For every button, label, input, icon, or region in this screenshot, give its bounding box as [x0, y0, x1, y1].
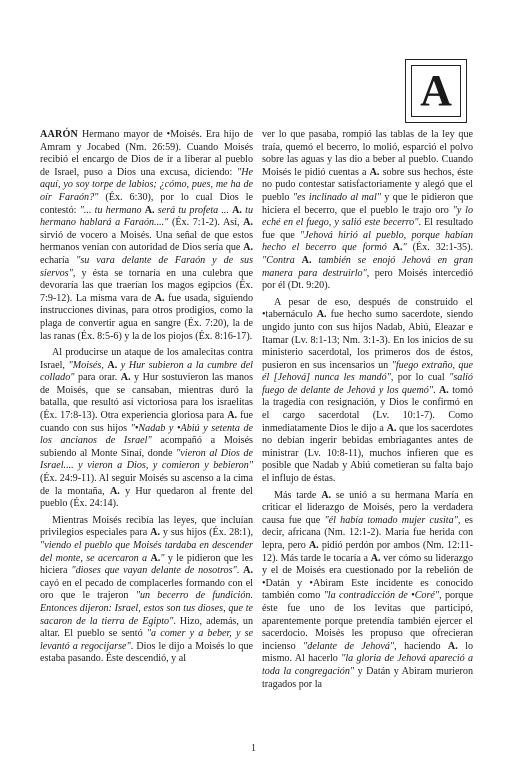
- section-letter: A: [411, 65, 461, 117]
- body-text: Hermano mayor de •Moisés. Era hijo de Amram y Jocabed (Nm. 26:59). Cuando Moisés recibió el encargo de Dios de ir a liberar al pueblo de Israel, puso a Dios una excusa, diciendo:: [40, 129, 253, 178]
- paragraph: [262, 129, 473, 293]
- body-text: , haciendo: [394, 640, 448, 652]
- body-text: . Hizo, además, un altar. El pueblo se sentó: [40, 615, 253, 640]
- quotation-text: "fuego extraño, que él [Jehová] nunca les mandó": [262, 359, 473, 384]
- quotation-text: "•Nadab y •Abiú y setenta de los ancianos de Israel": [40, 422, 253, 447]
- body-text: y Hur quedaron al frente del pueblo (Éx. 24:14).: [40, 485, 253, 510]
- quotation-text: "la gloria de Jehová apareció a toda la congregación": [262, 653, 474, 677]
- body-text: Más tarde: [274, 489, 322, 501]
- body-text: ver lo que pasaba, rompió las tablas de la ley que traía, quemó el becerro, lo molió, esparció el polvo sobre las aguas y las dio a beber al pueblo. Cuando Moisés le pidió cuentas a: [262, 129, 473, 178]
- name-abbreviation: A.: [439, 384, 449, 396]
- body-text: que los sacerdotes no debían ingerir bebidas embriagantes antes de ministrar (Lv. 10:8-11), muchos infieren que es posible que Nadab y Abiú cometieran su falta bajo el influjo de éstas.: [262, 422, 473, 485]
- body-text: tomó la tragedia con resignación, y Dios le confirmó en el cargo sacerdotal (Lv. 10:1-7). Como inmediatamente Dios le dijo a: [262, 384, 474, 434]
- body-text: , y ésta se tornaría en una culebra que devoraría las que traerían los magos egipcios (Éx. 7:9-12). La misma vara de: [40, 267, 253, 304]
- name-abbreviation: A.: [150, 527, 160, 539]
- quotation-text: tu hermano hablará a Faraón....": [40, 204, 254, 229]
- body-text: (Éx. 24:9-11). Al seguir Moisés su ascenso a la cima de la montaña,: [40, 473, 253, 497]
- body-text: fue usada, siguiendo instrucciones divinas, para otros prodigios, como la plaga de convertir agua en sangre (Éx. 7:20), la de las ranas (Éx. 8:5-6) y la de los piojos (Éx. 8:16-17).: [40, 292, 254, 342]
- body-text: acompañó a Moisés subiendo al Monte Sinaí, donde: [40, 435, 253, 459]
- body-text: , porque éste fue uno de los levitas que participó, aparentemente porque pretendía también ejercer el sacerdocio. Moisés les propuso que ofrecieran incienso: [262, 590, 473, 652]
- name-abbreviation: A.: [447, 640, 458, 652]
- body-text: fue cuando con sus hijos: [40, 410, 253, 434]
- body-text: fue hecho sumo sacerdote, siendo ungido junto con sus hijos Nadab, Abiú, Eleazar e Itamar (Lv. 8:1-13; Nm. 3:1-3). En los inicios de su ministerio sacerdotal, los primeros dos de éstos, pusieron en sus incensarios un: [262, 309, 473, 371]
- body-text: y Hur sostuvieron las manos de Moisés, que se cansaban, mientras duró la batalla, que resultó así victoriosa para los israelitas (Éx. 17:8-13). Otra experiencia gloriosa para: [40, 372, 254, 422]
- quotation-text: "Contra: [262, 254, 302, 266]
- quotation-text: "dioses que vayan delante de nosotros": [71, 565, 237, 577]
- paragraph: [262, 297, 473, 486]
- entry-headword: AARÓN: [40, 129, 79, 140]
- quotation-text: y Hur subieron a la cumbre del collado": [40, 359, 253, 384]
- quotation-text: "es inclinado al mal": [292, 191, 381, 203]
- body-text: , pero Moisés intercedió por él (Dt. 9:20).: [262, 267, 474, 292]
- name-abbreviation: A.: [107, 359, 118, 371]
- body-text: lo mismo. Al hacerlo: [262, 640, 474, 665]
- body-text: .: [433, 384, 440, 396]
- quotation-text: también se enojó Jehová en gran manera para destruirlo": [262, 254, 473, 279]
- paragraph: [262, 490, 473, 692]
- quotation-text: "Jehová hirió al pueblo, porque habían hecho el becerro que formó: [262, 229, 473, 254]
- name-abbreviation: A.: [232, 204, 242, 216]
- quotation-text: "y lo eché en el fuego, y salió este becerro": [262, 204, 473, 229]
- paragraph: [40, 347, 253, 511]
- body-text: echaría: [40, 254, 77, 266]
- name-abbreviation: A.: [370, 552, 381, 564]
- name-abbreviation: A.: [308, 540, 319, 551]
- body-text: Mientras Moisés recibía las leyes, que incluían privilegios especiales para: [40, 514, 253, 539]
- body-text: sirvió de vocero a Moisés. Una señal de que estos hermanos venían con autoridad de Dios sería que: [40, 229, 253, 254]
- name-abbreviation: A.: [321, 489, 332, 501]
- name-abbreviation: A.: [316, 309, 327, 321]
- paragraph: [40, 129, 253, 343]
- body-text: , es decir, africana (Nm. 12:1-2). María fue herida con lepra, pero: [262, 514, 473, 551]
- body-text: . El resultado fue que: [262, 217, 474, 241]
- body-text: y sus hijos (Éx. 28:1),: [159, 527, 253, 539]
- body-text: y Datán y Abiram murieron tragados por la: [262, 665, 473, 690]
- name-abbreviation: A.: [109, 485, 120, 497]
- page-number: 1: [251, 743, 256, 754]
- left-column: [40, 129, 253, 666]
- quotation-text: "viendo el pueblo que Moisés tardaba en descender del monte, se acercaron a: [40, 540, 253, 564]
- body-text: Al producirse un ataque de los amalecitas contra Israel,: [40, 347, 253, 371]
- body-text: y que le pidieron que hiciera el becerro, que el pueblo le trajo oro: [262, 191, 474, 216]
- name-abbreviation: A.: [392, 242, 403, 254]
- body-text: cayó en el pecado de complacerles formando con el oro que le trajeron: [40, 577, 253, 602]
- quotation-text: "delante de Jehová": [303, 640, 395, 652]
- right-column: [262, 129, 473, 691]
- name-abbreviation: A.: [243, 565, 253, 577]
- name-abbreviation: A.: [369, 166, 380, 178]
- quotation-text: "Moisés,: [68, 359, 108, 371]
- quotation-text: "él había tomado mujer cusita": [324, 514, 458, 526]
- body-text: A pesar de eso, después de construido el •tabernáculo: [262, 296, 473, 321]
- quotation-text: "su vara delante de Faraón y de sus siervos": [40, 254, 253, 279]
- body-text: .: [236, 565, 244, 577]
- body-text: (Éx. 6:30), por lo cual Dios le contestó:: [40, 191, 254, 216]
- body-text: sobre sus hechos, éste no pudo contestar satisfactoriamente y alegó que el pueblo: [262, 166, 474, 203]
- quotation-text: "un becerro de fundición. Entonces dijeron: Israel, estos son tus dioses, que te sacaron de la tierra de Egipto": [40, 590, 253, 627]
- body-text: y le pidieron que les hiciera: [40, 552, 253, 577]
- quotation-text: "... tu hermano: [79, 204, 145, 216]
- body-text: pidió perdón por ambos (Nm. 12:11-12). Más tarde le tocaría a: [262, 540, 473, 564]
- section-letter-frame: [405, 59, 467, 123]
- quotation-text: "He aquí, yo soy torpe de labios; ¿cómo, pues, me ha de oír Faraón?": [40, 166, 253, 203]
- name-abbreviation: A.: [154, 292, 165, 304]
- quotation-text: "la contradicción de •Coré": [323, 590, 440, 602]
- body-text: (Éx. 32:1-35).: [406, 242, 473, 254]
- quotation-text: "a comer y a beber, y se levantó a regocijarse": [40, 628, 253, 652]
- name-abbreviation: A.: [120, 372, 131, 384]
- quotation-text: "salió fuego de delante de Jehová y los quemó": [262, 372, 473, 396]
- body-text: para orar.: [74, 372, 121, 384]
- name-abbreviation: A.: [301, 254, 312, 266]
- name-abbreviation: A.: [144, 204, 155, 216]
- paragraph: [40, 515, 253, 666]
- body-text: . Dios le dijo a Moisés lo que estaba pasando. Éste descendió, y al: [40, 640, 253, 665]
- name-abbreviation: A.: [243, 217, 253, 229]
- quotation-text: "vieron al Dios de Israel.... y vieron a Dios, y comieron y bebieron": [40, 447, 253, 472]
- quotation-text: será tu profeta ...: [154, 204, 233, 216]
- name-abbreviation: A.: [227, 410, 238, 422]
- name-abbreviation: A.: [386, 422, 397, 434]
- body-text: se unió a su hermana María en criticar el liderazgo de Moisés, pero la verdadera causa fue que: [262, 489, 473, 526]
- quotation-text: ": [402, 242, 407, 254]
- body-text: ver cómo su liderazgo y el de Moisés era cuestionado por la rebelión de •Datán y •Abiram Este incidente es conocido también como: [262, 552, 473, 602]
- name-abbreviation: A.: [150, 552, 161, 564]
- quotation-text: ": [160, 552, 165, 564]
- name-abbreviation: A.: [243, 242, 253, 254]
- body-text: , por lo cual: [390, 372, 450, 384]
- body-text: (Éx. 7:1-2). Así,: [168, 217, 244, 229]
